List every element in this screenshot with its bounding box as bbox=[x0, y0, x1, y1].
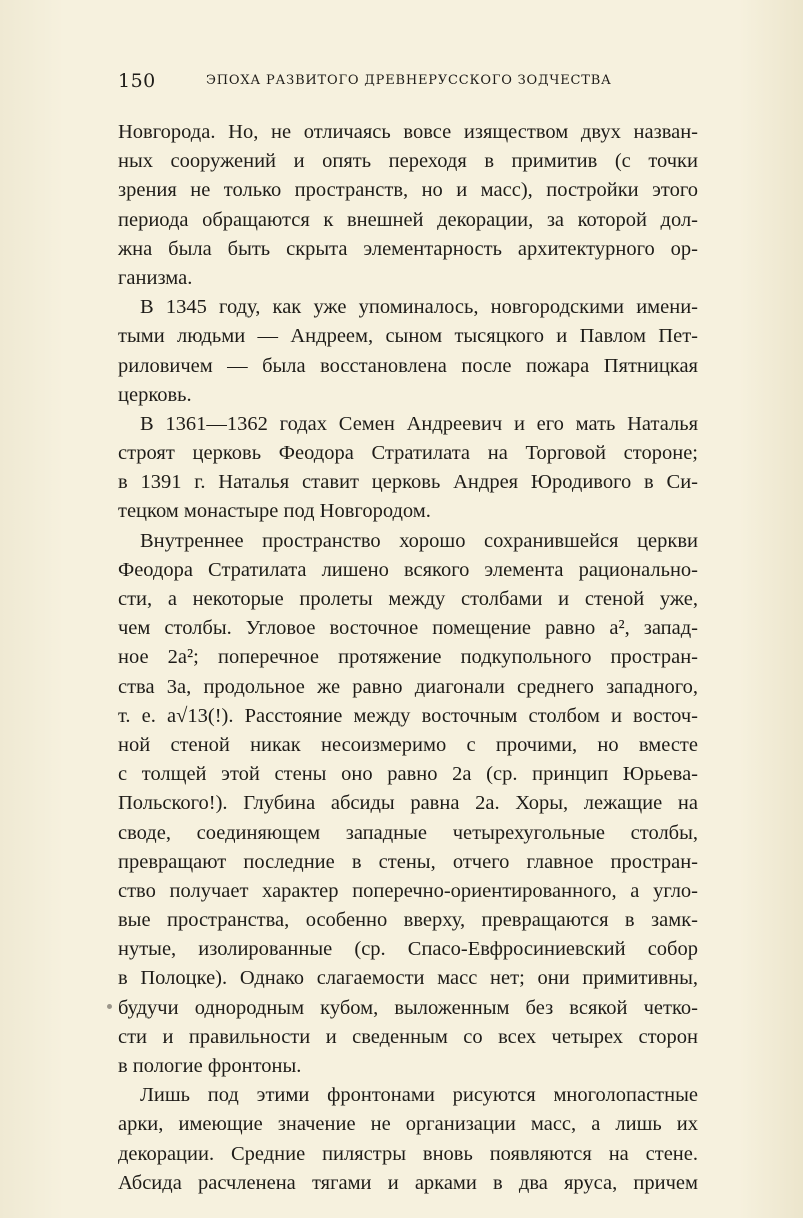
running-head: ЭПОХА РАЗВИТОГО ДРЕВНЕРУССКОГО ЗОДЧЕСТВА bbox=[206, 73, 612, 88]
text-line: декорации. Средние пилястры вновь появляются на стене. bbox=[118, 1142, 698, 1165]
text-line: риловичем — была восстановлена после пожара Пятницкая bbox=[118, 354, 698, 377]
text-line: с толщей этой стены оно равно 2a (ср. принцип Юрьева- bbox=[118, 763, 698, 786]
text-line: тыми людьми — Андреем, сыном тысяцкого и Павлом Пет- bbox=[118, 325, 698, 348]
text-line: Польского!). Глубина абсиды равна 2a. Хоры, лежащие на bbox=[118, 792, 698, 815]
text-line: в пологие фронтоны. bbox=[118, 1055, 302, 1077]
text-line: Внутреннее пространство хорошо сохранившейся церкви bbox=[140, 529, 698, 552]
text-line: своде, соединяющем западные четырехугольные столбы, bbox=[118, 821, 698, 844]
text-line: сти, а некоторые пролеты между столбами и стеной уже, bbox=[118, 588, 698, 610]
text-line: В 1345 году, как уже упоминалось, новгородскими имени- bbox=[140, 296, 698, 319]
text-line: ных сооружений и опять переходя в примитив (с точки bbox=[118, 150, 698, 173]
text-line: сти и правильности и сведенным со всех четырех сторон bbox=[118, 1025, 698, 1048]
page-number: 150 bbox=[118, 70, 156, 92]
text-line: нутые, изолированные (ср. Спасо-Евфросиниевский собор bbox=[118, 938, 698, 961]
text-line: церковь. bbox=[118, 383, 192, 406]
text-line: строят церковь Феодора Стратилата на Торговой стороне; bbox=[118, 442, 698, 465]
text-line: ной стеной никак несоизмеримо с прочими, но вместе bbox=[118, 733, 698, 756]
text-line: Новгорода. Но, не отличаясь вовсе изяществом двух назван- bbox=[118, 121, 698, 143]
text-line: в 1391 г. Наталья ставит церковь Андрея Юродивого в Си- bbox=[118, 471, 698, 494]
text-line: Абсида расчленена тягами и арками в два яруса, причем bbox=[118, 1171, 698, 1194]
text-line: будучи однородным кубом, выложенным без всякой четко- bbox=[118, 996, 698, 1019]
body-text bbox=[118, 118, 698, 1198]
text-line: ганизма. bbox=[118, 266, 193, 289]
text-line: жна была быть скрыта элементарность архитектурного ор- bbox=[118, 237, 698, 260]
page-header bbox=[118, 70, 698, 94]
text-line: вые пространства, особенно вверху, превращаются в замк- bbox=[118, 909, 698, 932]
text-line: тецком монастыре под Новгородом. bbox=[118, 500, 431, 523]
text-line: в Полоцке). Однако слагаемости масс нет; они примитивны, bbox=[118, 967, 698, 990]
text-line: ное 2a²; поперечное протяжение подкупольного простран- bbox=[118, 646, 698, 669]
text-line: ства 3a, продольное же равно диагонали среднего западного, bbox=[118, 675, 698, 698]
margin-dot bbox=[107, 1004, 112, 1009]
text-line: Лишь под этими фронтонами рисуются многолопастные bbox=[140, 1084, 698, 1107]
text-line: В 1361—1362 годах Семен Андреевич и его мать Наталья bbox=[140, 412, 698, 435]
text-line: т. е. a√13(!). Расстояние между восточным столбом и восточ- bbox=[118, 704, 698, 727]
text-line: арки, имеющие значение не организации масс, а лишь их bbox=[118, 1113, 698, 1136]
text-line: чем столбы. Угловое восточное помещение равно a², запад- bbox=[118, 617, 698, 640]
text-line: периода обращаются к внешней декорации, за которой дол- bbox=[118, 208, 698, 231]
text-line: превращают последние в стены, отчего главное простран- bbox=[118, 850, 698, 873]
text-line: ство получает характер поперечно-ориентированного, а угло- bbox=[118, 879, 698, 902]
text-line: Феодора Стратилата лишено всякого элемента рационально- bbox=[118, 558, 698, 581]
text-line: зрения не только пространств, но и масс), постройки этого bbox=[118, 179, 698, 202]
